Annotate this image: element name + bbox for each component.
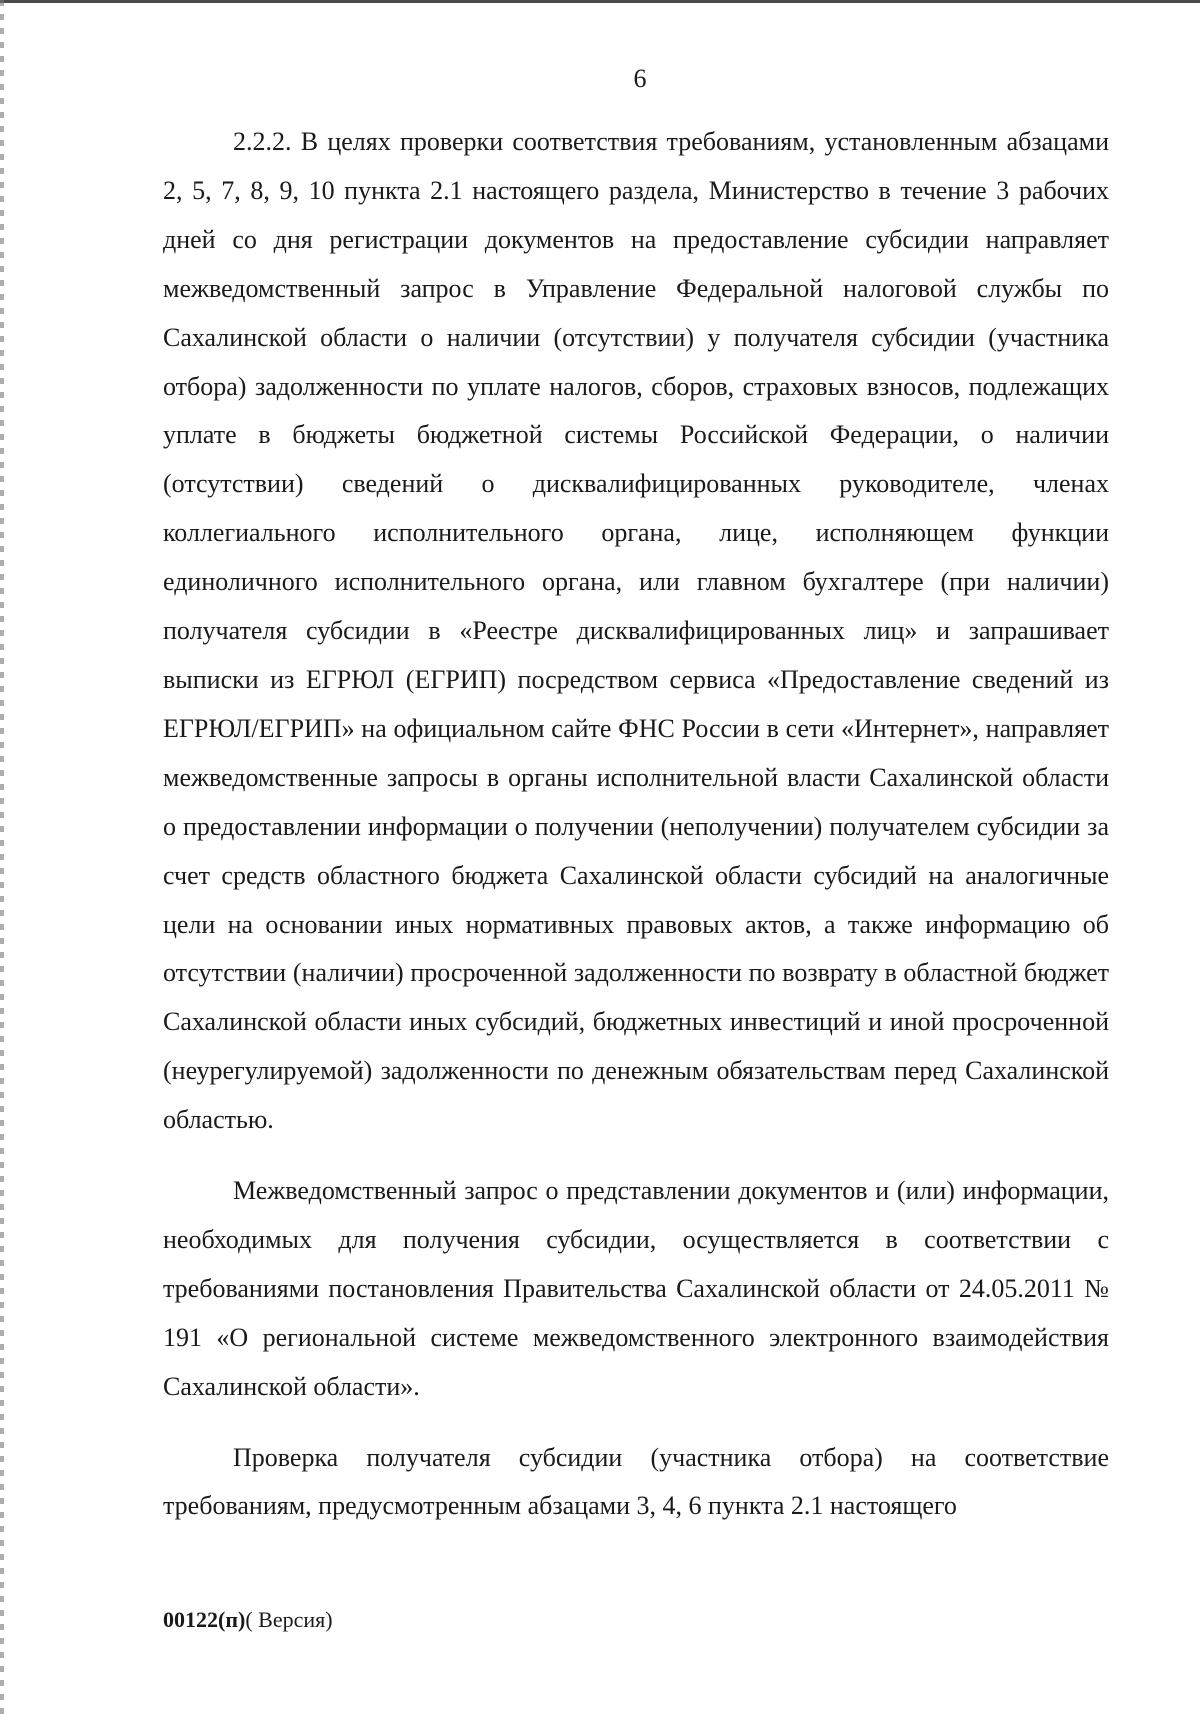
scan-border-top [0, 0, 1200, 3]
document-footer [163, 1607, 333, 1633]
document-version: ( Версия) [245, 1607, 333, 1632]
paragraph-interagency-request: Межведомственный запрос о представлении документов и (или) информации, необходимых для получения субсидии, осуществляется в соответствии с требованиями постановления Правительства Сахалинской области от 24.05.2011 № 191 «О региональной системе межведомственного электронного взаимодействия Сахалинской области». [163, 1176, 1109, 1401]
document-body [163, 118, 1109, 1531]
scan-border-left [0, 0, 4, 1714]
page-number: 6 [633, 64, 647, 93]
paragraph-verification: Проверка получателя субсидии (участника отбора) на соответствие требованиям, предусмотренным абзацами 3, 4, 6 пункта 2.1 настоящего [163, 1442, 1109, 1521]
document-code: 00122(п) [163, 1607, 246, 1632]
paragraph-2-2-2: 2.2.2. В целях проверки соответствия требованиям, установленным абзацами 2, 5, 7, 8, 9, 10 пункта 2.1 настоящего раздела, Министерство в течение 3 рабочих дней со дня регистрации документов на предоставление субсидии направляет межведомственный запрос в Управление Федеральной налоговой службы по Сахалинской области о наличии (отсутствии) у получателя субсидии (участника отбора) задолженности по уплате налогов, сборов, страховых взносов, подлежащих уплате в бюджеты бюджетной системы Российской Федерации, о наличии (отсутствии) сведений о дисквалифицированных руководителе, членах коллегиального исполнительного органа, лице, исполняющем функции единоличного исполнительного органа, или главном бухгалтере (при наличии) получателя субсидии в «Реестре дисквалифицированных лиц» и запрашивает выписки из ЕГРЮЛ (ЕГРИП) посредством сервиса «Предоставление сведений из ЕГРЮЛ/ЕГРИП» на официальном сайте ФНС России в сети «Интернет», направляет межведомственные запросы в органы исполнительной власти Сахалинской области о предоставлении информации о получении (неполучении) получателем субсидии за счет средств областного бюджета Сахалинской области субсидий на аналогичные цели на основании иных нормативных правовых актов, а также информацию об отсутствии (наличии) просроченной задолженности по возврату в областной бюджет Сахалинской области иных субсидий, бюджетных инвестиций и иной просроченной (неурегулируемой) задолженности по денежным обязательствам перед Сахалинской областью. [163, 127, 1109, 1135]
